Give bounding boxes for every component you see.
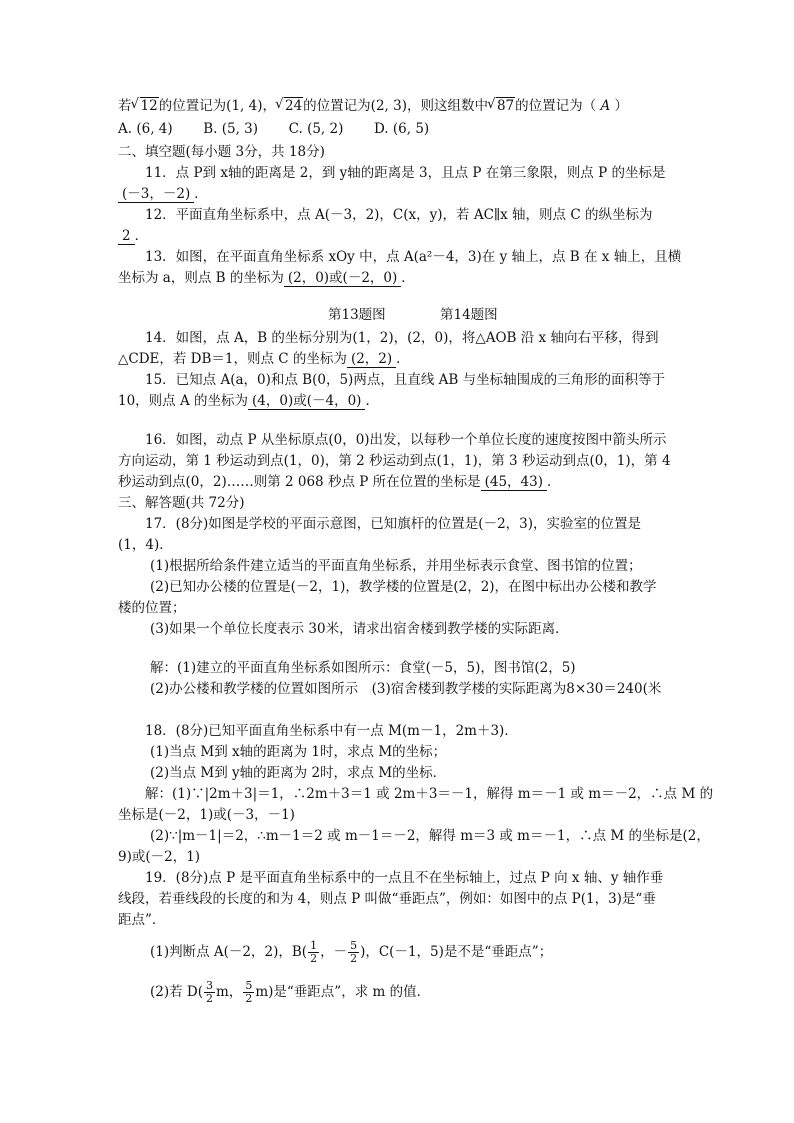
q17-sub2a: (2)已知办公楼的位置是(－2，1)，教学楼的位置是(2，2)，在图中标出办公楼和教学 [150, 579, 657, 595]
q14-answer: (2，2) [347, 351, 396, 368]
sqrt-24: √ 24 [276, 97, 303, 115]
fraction-five-halves-2: $\frac{5}{2}$ [245, 979, 253, 1005]
q14-line1: 14．如图，点 A，B 的坐标分别为(1，2)，(2，0)，将△AOB 沿 x 轴向右平移，得到 [145, 330, 659, 346]
fraction-three-halves: $\frac{3}{2}$ [206, 979, 214, 1005]
q17-sub1: (1)根据所给条件建立适当的平面直角坐标系，并用坐标表示食堂、图书馆的位置； [150, 558, 642, 574]
q12-line1: 12．平面直角坐标系中，点 A(－3，2)，C(x，y)，若 AC∥x 轴，则点 C 的纵坐标为 [145, 207, 653, 223]
q10-option-b: B. (5, 3) [203, 121, 259, 137]
sqrt-12: √ 12 [132, 97, 159, 115]
section-heading-2: 二、填空题(每小题 3分，共 18分) [118, 144, 325, 160]
q13-line2: 坐标为 a，则点 B 的坐标为 (2，0)或(－2，0) ． [118, 270, 415, 286]
q17-sub2b: 楼的位置； [118, 600, 186, 616]
q10-stem: 若√ 12的位置记为(1, 4)，√ 24的位置记为(2, 3)，则这组数中√ 87的位置记为（ A ） [118, 97, 628, 115]
q13-answer: (2，0)或(－2，0) [284, 270, 401, 287]
fraction-one-half: $\frac{1}{2}$ [310, 939, 318, 965]
q18-line1: 18．(8分)已知平面直角坐标系中有一点 M(m－1，2m＋3)． [145, 723, 518, 739]
q19-sub2: (2)若 D( $\frac{3}{2}$ m， $\frac{5}{2}$ m)是“垂距点”，求 m 的值． [150, 979, 431, 1005]
q19-sub1: (1)判断点 A(－2，2)，B( $\frac{1}{2}$ ，－ $\frac{5}{2}$ )，C(－1，5)是不是“垂距点”； [150, 939, 553, 965]
q17-line1: 17．(8分)如图是学校的平面示意图，已知旗杆的位置是(－2，3)，实验室的位置是 [145, 516, 642, 532]
q17-line2: (1，4)． [118, 537, 173, 553]
q11-answer-line: (－3，－2) ． [118, 185, 208, 203]
q13-line1: 13．如图，在平面直角坐标系 xOy 中，点 A(a²－4，3)在 y 轴上，点 B 在 x 轴上，且横 [145, 249, 682, 265]
q19-line1: 19．(8分)点 P 是平面直角坐标系中的一点且不在坐标轴上，过点 P 向 x 轴、y 轴作垂 [145, 870, 664, 886]
q18-solution2b: 9)或(－2，1) [118, 849, 201, 865]
q10-answer: A [600, 98, 611, 114]
q18-solution1b: 坐标是(－2，1)或(－3，－1) [118, 807, 295, 823]
q14-line2: △CDE，若 DB＝1，则点 C 的坐标为 (2，2) ． [118, 351, 410, 367]
fraction-five-halves: $\frac{5}{2}$ [350, 939, 358, 965]
q17-solution1: 解：(1)建立的平面直角坐标系如图所示：食堂(－5，5)，图书馆(2，5) [150, 660, 576, 676]
q17-sub3: (3)如果一个单位长度表示 30米，请求出宿舍楼到教学楼的实际距离． [150, 621, 569, 637]
q19-line2: 线段，若垂线段的长度的和为 4，则点 P 叫做“垂距点”，例如：如图中的点 P(1，3)是“垂 [118, 891, 656, 907]
q11-answer: (－3，－2) [118, 186, 194, 203]
q18-solution1a: 解：(1)∵|2m＋3|＝1，∴2m＋3＝1 或 2m＋3＝－1，解得 m＝－1 或 m＝－2，∴点 M 的 [145, 786, 714, 802]
q17-solution2: (2)办公楼和教学楼的位置如图所示 (3)宿舍楼到教学楼的实际距离为8×30＝240(米 [150, 681, 662, 697]
sqrt-87: √ 87 [488, 97, 515, 115]
q16-line2: 方向运动，第 1 秒运动到点(1，0)，第 2 秒运动到点(1，1)，第 3 秒运动到点(0，1)，第 4 [118, 453, 671, 469]
q16-answer: (45，43) [481, 474, 547, 491]
q18-sub2: (2)当点 M到 y轴的距离为 2时，求点 M的坐标． [150, 765, 447, 781]
figure-caption-13: 第13题图 [328, 307, 386, 323]
q15-line1: 15．已知点 A(a，0)和点 B(0，5)两点，且直线 AB 与坐标轴围成的三角形的面积等于 [145, 372, 666, 388]
q15-line2: 10，则点 A 的坐标为 (4，0)或(－4，0) ． [118, 393, 379, 409]
q10-option-d: D. (6, 5) [373, 121, 430, 137]
q18-sub1: (1)当点 M到 x轴的距离为 1时，求点 M的坐标； [150, 744, 447, 760]
q12-answer-line: 2 ． [118, 227, 148, 245]
q11-line1: 11．点 P到 x轴的距离是 2，到 y轴的距离是 3，且点 P 在第三象限，则点 P 的坐标是 [145, 165, 666, 181]
q16-line1: 16．如图，动点 P 从坐标原点(0，0)出发，以每秒一个单位长度的速度按图中箭头所示 [145, 432, 667, 448]
q16-line3: 秒运动到点(0，2)……则第 2 068 秒点 P 所在位置的坐标是 (45，43) ． [118, 474, 561, 490]
q10-options [118, 120, 429, 138]
section-heading-3: 三、解答题(共 72分) [118, 495, 245, 511]
figure-caption-14: 第14题图 [440, 307, 498, 323]
q18-solution2a: (2)∵|m－1|＝2，∴m－1＝2 或 m－1＝－2，解得 m＝3 或 m＝－1，∴点 M 的坐标是(2， [150, 828, 710, 844]
q10-option-a: A. (6, 4) [118, 121, 173, 137]
q12-answer: 2 [118, 228, 135, 245]
q15-answer: (4，0)或(－4，0) [248, 393, 365, 410]
q10-option-c: C. (5, 2) [288, 121, 344, 137]
q19-line3: 距点”． [118, 912, 166, 928]
